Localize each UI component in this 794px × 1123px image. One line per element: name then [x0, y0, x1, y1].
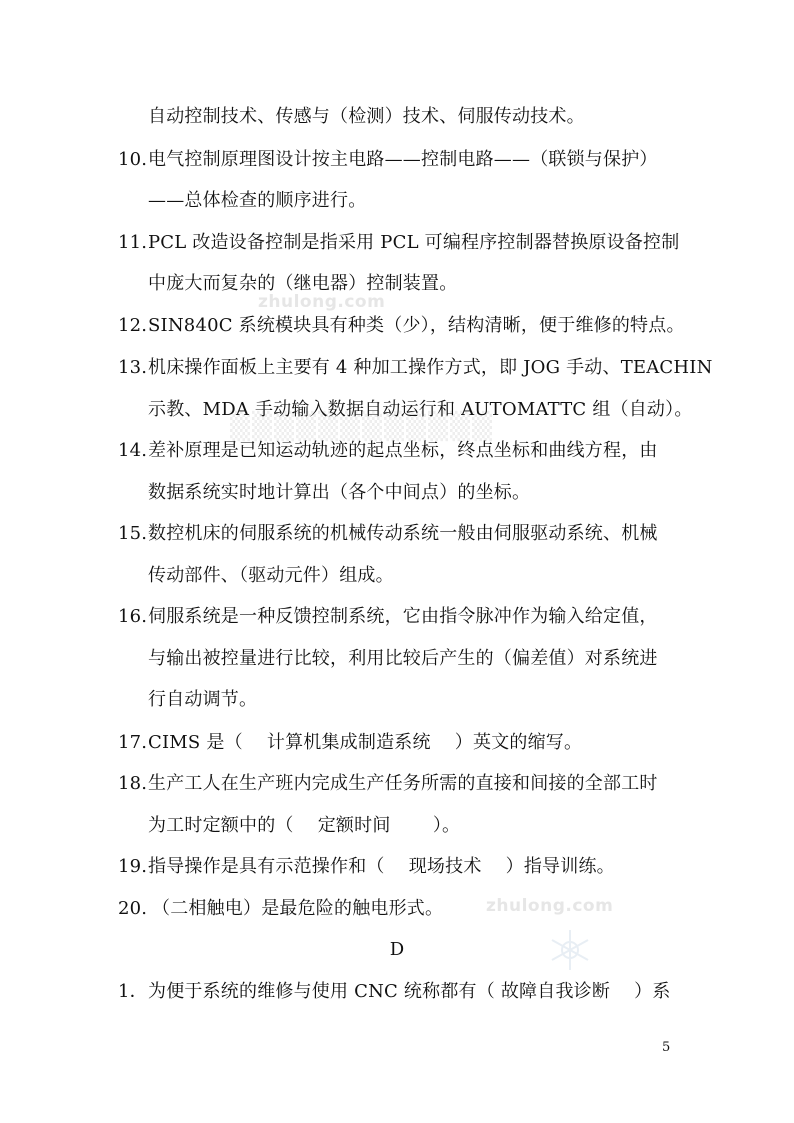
item-text: 差补原理是已知运动轨迹的起点坐标，终点坐标和曲线方程，由 [148, 440, 658, 461]
item-number: 20. [118, 898, 148, 919]
item-text: 指导操作是具有示范操作和（ 现场技术 ）指导训练。 [148, 856, 615, 877]
item-number: 17. [118, 732, 148, 753]
item-number: 19. [118, 856, 148, 877]
item-text: 机床操作面板上主要有 4 种加工操作方式，即 JOG 手动、TEACHIN [148, 357, 713, 378]
item-number: 11. [118, 232, 148, 253]
item-number: 13. [118, 357, 148, 378]
item-text: 生产工人在生产班内完成生产任务所需的直接和间接的全部工时 [148, 773, 658, 794]
section-heading: D [389, 939, 405, 960]
item-text: SIN840C 系统模块具有种类（少），结构清晰，便于维修的特点。 [148, 315, 685, 336]
item-number: 10. [118, 149, 148, 170]
watermark-logo-2: zhulong.com [486, 896, 614, 916]
item-text: 伺服系统是一种反馈控制系统，它由指令脉冲作为输入给定值， [148, 606, 658, 627]
item-number: 14. [118, 440, 148, 461]
item-number: 1． [118, 981, 148, 1002]
item-text: PCL 改造设备控制是指采用 PCL 可编程序控制器替换原设备控制 [148, 232, 680, 253]
item-text: CIMS 是（ 计算机集成制造系统 ）英文的缩写。 [148, 732, 583, 753]
item-number: 16. [118, 606, 148, 627]
item-number: 18. [118, 773, 148, 794]
item-number: 12. [118, 315, 148, 336]
item-text: 电气控制原理图设计按主电路——控制电路——（联锁与保护） [148, 149, 658, 170]
item-text: 数控机床的伺服系统的机械传动系统一般由伺服驱动系统、机械 [148, 523, 658, 544]
item-number: 15. [118, 523, 148, 544]
item-text: 为便于系统的维修与使用 CNC 统称都有（ 故障自我诊断 ）系 [148, 981, 671, 1002]
watermark-logo-1: zhulong.com [258, 292, 386, 312]
document-page: zhulong.com zhulong.com ▒▒▒▒▒▒▒▒▒▒▒▒ 自动控制技术、传感与（检测）技术、伺服传动技术。 10. 电气控制原理图设计按主电路——控制电路——（联锁与保护） ——总体检查的顺序进行。 11. PCL 改造设备控制是指采用 PCL 可编程序控制器替换原设备控制 中庞大而复杂的（继电器）控制装置。 12. SIN840C 系统模块具有种类（少），结构清晰，便于维修的特点。 13. 机床操作面板上主要有 4 种加工操作方式，即 JOG 手动、TEACHIN 示教、MDA 手动输入数据自动运行和 AUTOMATTC 组（自动）。 14. 差补原理是已知运动轨迹的起点坐标，终点坐标和曲线方程，由 数据系统实时地计算出（各个中间点）的坐标。 15. 数控机床的伺服系统的机械传动系统一般由伺服驱动系统、机械 传动部件、（驱动元件）组成。 16. 伺服系统是一种反馈控制系统，它由指令脉冲作为输入给定值， 与输出被控量进行比较，利用比较后产生的（偏差值）对系统进 行自动调节。 17. CIMS 是（ 计算机集成制造系统 ）英文的缩写。 18. 生产工人在生产班内完成生产任务所需的直接和间接的全部工时 为工时定额中的（ 定额时间 ）。 19. 指导操作是具有示范操作和（ 现场技术 ）指导训练。 20. （二相触电）是最危险的触电形式。 D 1． 为便于系统的维修与使用 CNC 统称都有（ 故障自我诊断 ）系 5 [0, 0, 794, 1123]
item-text: （二相触电）是最危险的触电形式。 [152, 898, 444, 919]
page-number: 5 [662, 1040, 671, 1055]
watermark-band: ▒▒▒▒▒▒▒▒▒▒▒▒ [230, 412, 494, 442]
